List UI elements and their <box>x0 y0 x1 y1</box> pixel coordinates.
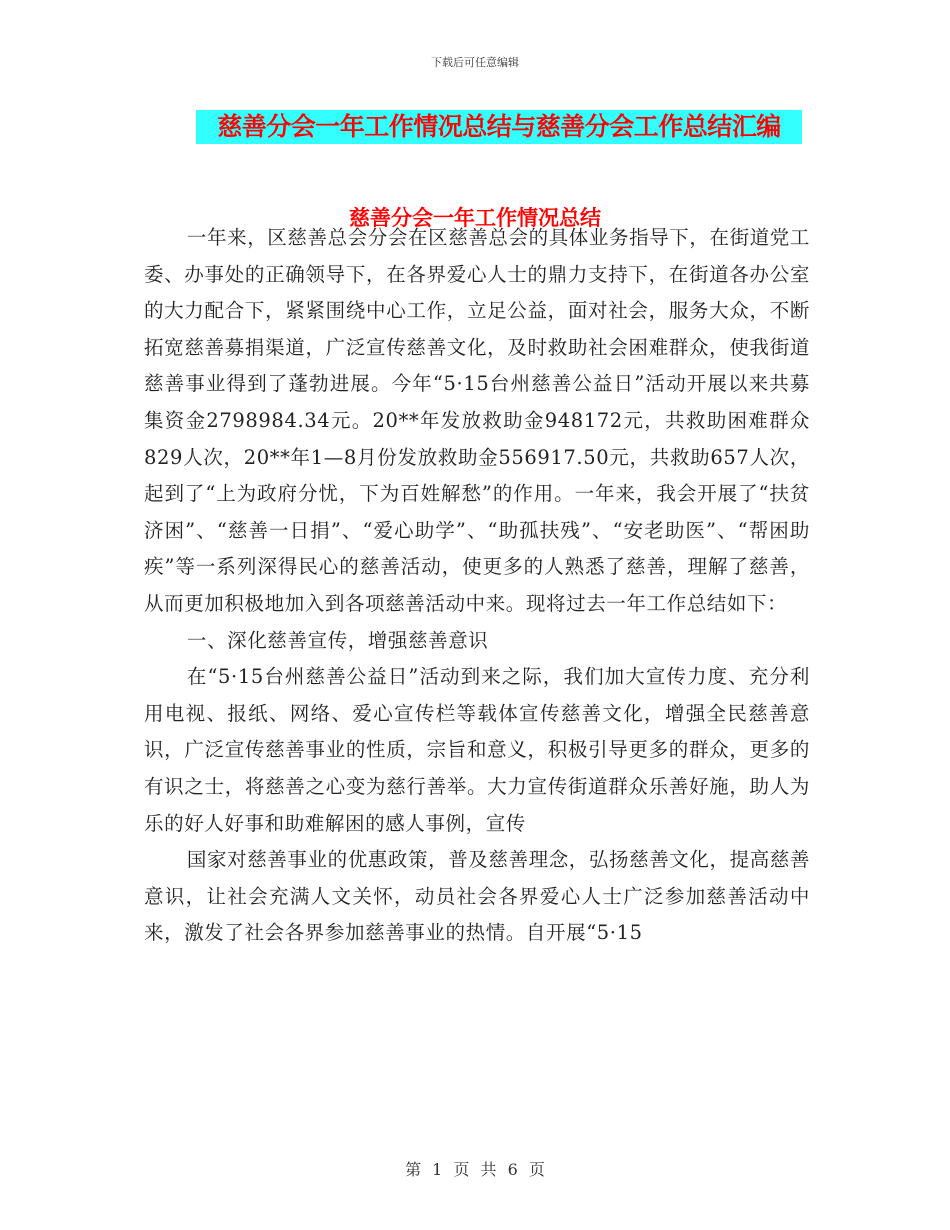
main-title-highlight <box>196 110 802 144</box>
paragraph: 在“5·15台州慈善公益日”活动到来之际，我们加大宣传力度、充分利用电视、报纸、网络、爱心宣传栏等载体宣传慈善文化，增强全民慈善意识，广泛宣传慈善事业的性质，宗旨和意义，积极引导更多的群众，更多的有识之士，将慈善之心变为慈行善举。大力宣传街道群众乐善好施，助人为乐的好人好事和助难解困的感人事例，宣传 <box>144 665 810 835</box>
document-body <box>144 220 810 952</box>
main-title: 慈善分会一年工作情况总结与慈善分会工作总结汇编 <box>217 112 781 141</box>
section-heading: 一、深化慈善宣传，增强慈善意识 <box>186 628 489 652</box>
header-note: 下载后可任意编辑 <box>431 56 519 69</box>
page-footer: 第 1 页 共 6 页 <box>405 1160 545 1179</box>
paragraph: 一年来，区慈善总会分会在区慈善总会的具体业务指导下，在街道党工委、办事处的正确领导下，在各界爱心人士的鼎力支持下，在街道各办公室的大力配合下，紧紧围绕中心工作，立足公益，面对社会，服务大众，不断拓宽慈善募捐渠道，广泛宣传慈善文化，及时救助社会困难群众，使我街道慈善事业得到了蓬勃进展。今年“5·15台州慈善公益日”活动开展以来共募集资金2798984.34元。20**年发放救助金948172元，共救助困难群众829人次，20**年1—8月份发放救助金556917.50元，共救助657人次，起到了“上为政府分忧，下为百姓解愁”的作用。一年来，我会开展了“扶贫济困”、“慈善一日捐”、“爱心助学”、“助孤扶残”、“安老助医”、“帮困助疾”等一系列深得民心的慈善活动，使更多的人熟悉了慈善，理解了慈善，从而更加积极地加入到各项慈善活动中来。现将过去一年工作总结如下： <box>144 226 810 615</box>
section-title: 慈善分会一年工作情况总结 <box>349 205 601 230</box>
paragraph: 国家对慈善事业的优惠政策，普及慈善理念，弘扬慈善文化，提高慈善意识，让社会充满人文关怀，动员社会各界爱心人士广泛参加慈善活动中来，激发了社会各界参加慈善事业的热情。自开展“5·15 <box>144 848 810 945</box>
